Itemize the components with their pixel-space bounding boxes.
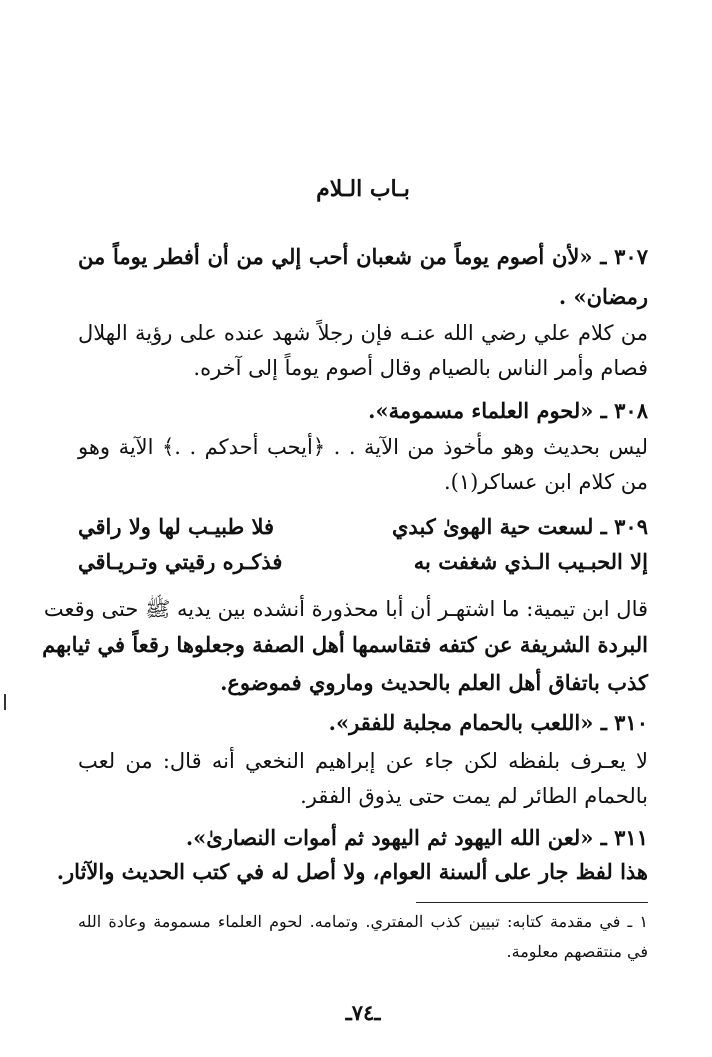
- footnote-line-1: ١ ـ في مقدمة كتابه: تبيين كذب المفتري. وتمامه. لحوم العلماء مسمومة وعادة الله: [78, 912, 649, 931]
- entry-308-commentary-line-1: ليس بحديث وهو مأخوذ من الآية . . ﴿أيحب أحدكم . .﴾ الآية وهو: [78, 435, 648, 459]
- entry-309-commentary-line-2: البردة الشريفة عن كتفه فتقاسمها أهل الصفة وجعلوها رقعاً في ثيابهم: [42, 632, 648, 657]
- entry-307-heading-line-2: رمضان» .: [558, 284, 648, 309]
- entry-309-commentary-line-1: قال ابن تيمية: ما اشتهـر أن أبا محذورة أنشده بين يديه ﷺ حتى وقعت: [43, 597, 648, 621]
- page-number: ـ٧٤ـ: [345, 1000, 381, 1025]
- entry-308-heading: ٣٠٨ ـ «لحوم العلماء مسمومة».: [368, 398, 648, 423]
- entry-309-verse-2-right: إلا الحبـيب الـذي شغفت به: [413, 549, 648, 574]
- footnote-separator: [416, 902, 648, 903]
- entry-309-commentary-line-3: كذب باتفاق أهل العلم بالحديث وماروي فموضوع.: [220, 670, 648, 695]
- chapter-title: بـاب الـلام: [316, 176, 410, 202]
- entry-307-commentary-line-2: فصام وأمر الناس بالصيام وقال أصوم يوماً إلى آخره.: [193, 356, 648, 380]
- footnote-line-2: في منتقصهم معلومة.: [506, 942, 648, 961]
- entry-310-commentary-line-1: لا يعـرف بلفظه لكن جاء عن إبراهيم النخعي أنه قال: من لعب: [78, 749, 648, 773]
- scan-edge-mark: [4, 694, 6, 710]
- entry-311-commentary: هذا لفظ جار على ألسنة العوام، ولا أصل له في كتب الحديث والآثار.: [56, 859, 648, 884]
- entry-308-commentary-line-2: من كلام ابن عساكر(١).: [443, 470, 648, 494]
- book-page: [42, 0, 649, 1057]
- entry-309-verse-2-left: فذكـره رقيتي وتـريـاقي: [78, 549, 283, 574]
- entry-307-commentary-line-1: من كلام علي رضي الله عنـه فإن رجلاً شهد عنده على رؤية الهلال: [78, 321, 648, 345]
- entry-310-heading: ٣١٠ ـ «اللعب بالحمام مجلبة للفقر».: [328, 710, 648, 735]
- entry-309-verse-1-left: فلا طبيـب لها ولا راقي: [78, 514, 275, 539]
- entry-309-verse-1-right: ٣٠٩ ـ لسعت حية الهوىٰ كبدي: [391, 514, 648, 539]
- entry-307-heading-line-1: ٣٠٧ ـ «لأن أصوم يوماً من شعبان أحب إلي من أن أفطر يوماً من: [78, 244, 648, 269]
- entry-310-commentary-line-2: بالحمام الطائر لم يمت حتى يذوق الفقر.: [300, 784, 648, 808]
- entry-311-heading: ٣١١ ـ «لعن الله اليهود ثم اليهود ثم أموات النصارىٰ».: [185, 825, 648, 850]
